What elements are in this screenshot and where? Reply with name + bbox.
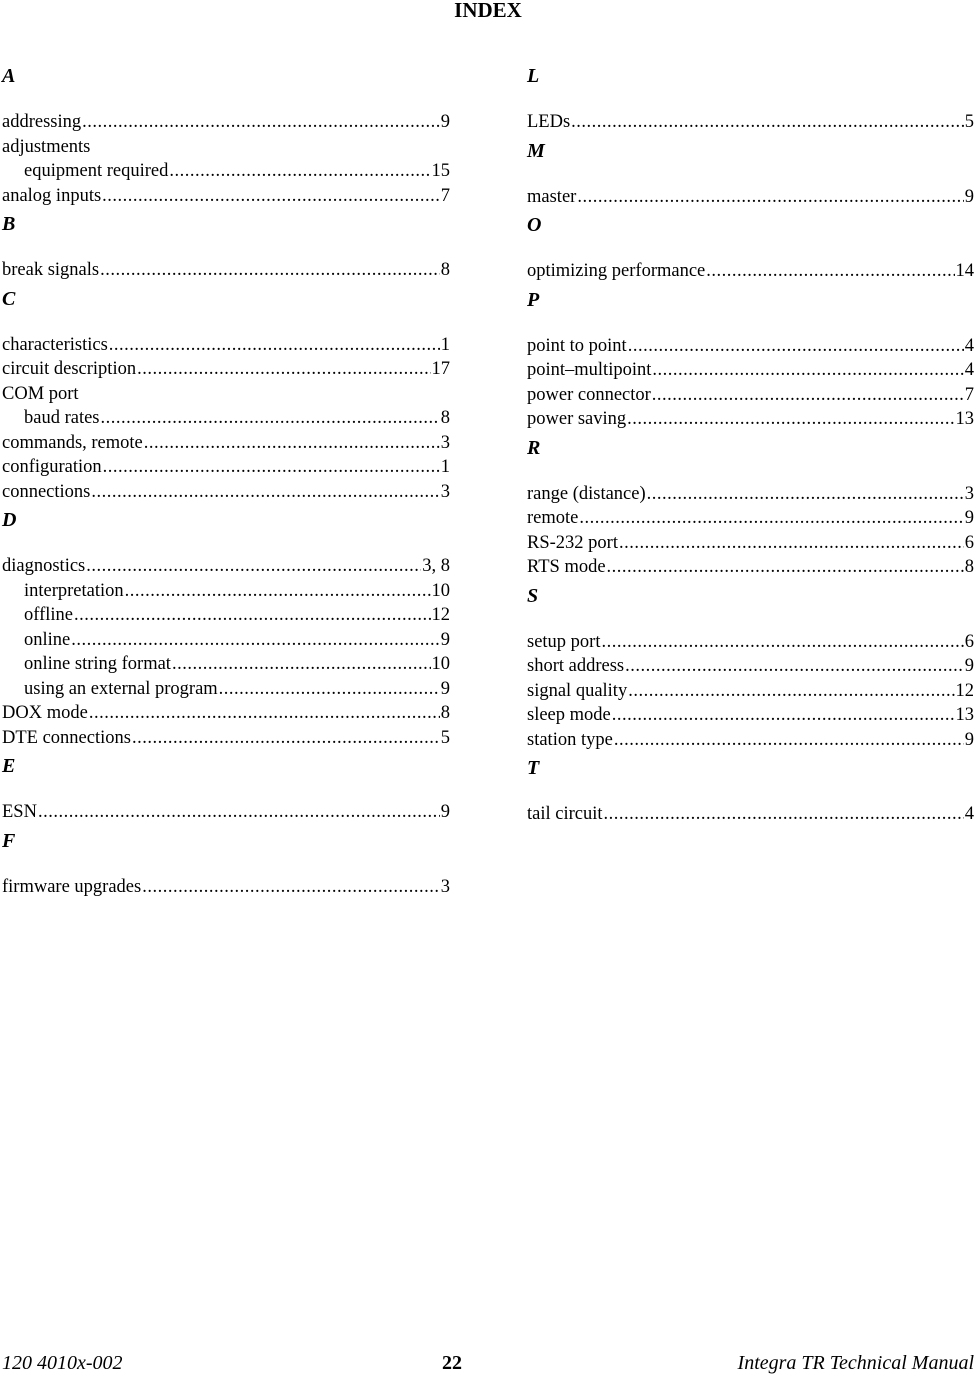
index-entry <box>2 455 450 480</box>
index-section <box>2 212 450 283</box>
entry-page-number: 7 <box>440 185 450 206</box>
index-entry <box>527 383 974 408</box>
entry-term: RS-232 port <box>527 532 618 553</box>
entry-term: addressing <box>2 112 82 132</box>
dot-leader <box>132 726 440 751</box>
footer-doc-number: 120 4010x-002 <box>2 1352 123 1374</box>
index-section <box>2 64 450 208</box>
dot-leader <box>74 603 431 628</box>
entry-page-number: 10 <box>431 580 450 601</box>
index-entry <box>527 110 974 135</box>
index-section <box>527 139 974 210</box>
entry-term: point to point <box>527 335 627 356</box>
dot-leader <box>577 185 963 210</box>
index-entry <box>527 358 974 383</box>
entry-page-number: 3 <box>440 481 450 502</box>
entry-page-number: 9 <box>440 802 450 822</box>
entry-term: power saving <box>527 409 627 429</box>
entry-term: RTS mode <box>527 557 606 577</box>
dot-leader <box>628 679 954 704</box>
entry-term: analog inputs <box>2 185 102 206</box>
dot-leader <box>91 480 439 505</box>
entry-page-number: 4 <box>964 360 974 380</box>
index-entry <box>2 135 450 160</box>
entry-term: signal quality <box>527 680 628 701</box>
entry-page-number: 1 <box>440 457 450 477</box>
entry-page-number: 8 <box>440 408 450 428</box>
index-entry <box>2 357 450 382</box>
section-letter: R <box>527 436 541 459</box>
entry-page-number: 9 <box>964 656 974 676</box>
index-entry <box>527 703 974 728</box>
dot-leader <box>144 431 440 456</box>
index-entry <box>527 259 974 284</box>
index-entry <box>527 728 974 753</box>
dot-leader <box>652 383 964 408</box>
index-entry <box>527 679 974 704</box>
dot-leader <box>571 110 964 135</box>
entry-term: connections <box>2 481 91 502</box>
index-subentry <box>2 652 450 677</box>
index-entry <box>527 654 974 679</box>
entry-term: commands, remote <box>2 432 143 453</box>
index-entry <box>527 407 974 432</box>
index-entry <box>2 184 450 209</box>
index-section <box>2 754 450 825</box>
entry-term: adjustments <box>2 136 91 157</box>
dot-leader <box>82 110 440 135</box>
section-letter: A <box>2 65 16 87</box>
index-entry <box>2 480 450 505</box>
index-subentry <box>2 603 450 628</box>
entry-term: circuit description <box>2 359 137 379</box>
entry-term: diagnostics <box>2 556 86 576</box>
entry-page-number: 8 <box>440 703 450 723</box>
index-entry <box>2 800 450 825</box>
dot-leader <box>100 258 440 283</box>
entry-page-number: 1 <box>440 334 450 355</box>
dot-leader <box>219 677 440 702</box>
index-column-left <box>2 60 450 899</box>
dot-leader <box>579 506 963 531</box>
section-letter: T <box>527 757 540 779</box>
index-entry <box>2 554 450 579</box>
dot-leader <box>628 334 964 359</box>
index-entry <box>527 531 974 556</box>
entry-term: ESN <box>2 802 37 822</box>
index-section <box>527 756 974 827</box>
dot-leader <box>601 630 963 655</box>
index-subentry <box>2 159 450 184</box>
dot-leader <box>38 800 440 825</box>
section-letter: P <box>527 288 540 311</box>
index-entry <box>527 185 974 210</box>
dot-leader <box>614 728 964 753</box>
entry-page-number: 7 <box>964 384 974 405</box>
section-letter: L <box>527 65 540 87</box>
index-entry <box>2 726 450 751</box>
dot-leader <box>604 802 964 827</box>
entry-term: characteristics <box>2 334 108 355</box>
footer-page-number: 22 <box>442 1352 462 1374</box>
dot-leader <box>172 652 431 677</box>
index-section <box>527 436 974 580</box>
entry-page-number: 13 <box>955 409 974 429</box>
entry-page-number: 6 <box>964 532 974 553</box>
entry-term: tail circuit <box>527 804 603 824</box>
index-entry <box>527 482 974 507</box>
entry-page-number: 9 <box>440 629 450 650</box>
dot-leader <box>647 482 964 507</box>
index-entry <box>2 110 450 135</box>
entry-page-number: 3 <box>440 432 450 453</box>
section-letter: B <box>2 213 16 235</box>
entry-term: online string format <box>24 654 171 674</box>
index-section <box>527 288 974 432</box>
entry-page-number: 12 <box>431 605 450 625</box>
dot-leader <box>625 654 964 679</box>
entry-page-number: 15 <box>431 161 450 181</box>
index-entry <box>527 630 974 655</box>
entry-page-number: 9 <box>964 508 974 528</box>
index-section <box>2 829 450 900</box>
entry-page-number: 4 <box>964 804 974 824</box>
index-entry <box>527 334 974 359</box>
page-footer <box>2 1351 974 1375</box>
index-section <box>2 287 450 505</box>
dot-leader <box>86 554 421 579</box>
dot-leader <box>109 333 440 358</box>
entry-page-number: 3, 8 <box>422 556 450 576</box>
entry-term: using an external program <box>24 678 218 699</box>
dot-leader <box>627 407 954 432</box>
index-entry <box>2 333 450 358</box>
entry-term: COM port <box>2 383 79 404</box>
index-entry <box>2 701 450 726</box>
dot-leader <box>101 406 440 431</box>
entry-page-number: 3 <box>964 483 974 504</box>
dot-leader <box>137 357 430 382</box>
entry-term: DTE connections <box>2 727 131 748</box>
entry-term: remote <box>527 508 579 528</box>
entry-term: equipment required <box>24 161 169 181</box>
index-entry <box>2 382 450 407</box>
entry-term: LEDs <box>527 112 571 132</box>
index-entry <box>527 802 974 827</box>
entry-term: short address <box>527 656 625 676</box>
entry-page-number: 10 <box>431 654 450 674</box>
dot-leader <box>102 184 440 209</box>
entry-term: online <box>24 629 71 650</box>
page-title: INDEX <box>454 0 522 22</box>
dot-leader <box>71 628 440 653</box>
entry-term: DOX mode <box>2 703 88 723</box>
index-subentry <box>2 406 450 431</box>
entry-term: optimizing performance <box>527 261 706 281</box>
entry-page-number: 4 <box>964 335 974 356</box>
dot-leader <box>652 358 963 383</box>
section-letter: S <box>527 584 539 607</box>
entry-term: firmware upgrades <box>2 876 142 897</box>
entry-term: configuration <box>2 457 102 477</box>
entry-term: break signals <box>2 260 100 280</box>
entry-page-number: 14 <box>955 261 974 281</box>
entry-page-number: 5 <box>964 112 974 132</box>
entry-page-number: 9 <box>440 678 450 699</box>
entry-page-number: 9 <box>964 729 974 750</box>
index-subentry <box>2 628 450 653</box>
dot-leader <box>706 259 954 284</box>
dot-leader <box>619 531 964 556</box>
index-subentry <box>2 579 450 604</box>
index-section <box>527 213 974 284</box>
footer-manual-title: Integra TR Technical Manual <box>737 1352 974 1374</box>
entry-page-number: 5 <box>440 727 450 748</box>
entry-term: offline <box>24 605 73 625</box>
index-column-right <box>527 60 974 827</box>
entry-page-number: 3 <box>440 876 450 897</box>
entry-term: sleep mode <box>527 705 611 725</box>
section-letter: M <box>527 139 545 162</box>
entry-page-number: 13 <box>955 705 974 725</box>
entry-term: station type <box>527 729 613 750</box>
entry-page-number: 9 <box>440 112 450 132</box>
dot-leader <box>125 579 431 604</box>
index-section <box>527 64 974 135</box>
section-letter: E <box>2 755 16 777</box>
entry-term: master <box>527 186 577 207</box>
entry-page-number: 8 <box>964 557 974 577</box>
entry-term: setup port <box>527 631 601 652</box>
index-entry <box>2 875 450 900</box>
section-letter: C <box>2 287 16 310</box>
index-entry <box>527 555 974 580</box>
entry-term: point–multipoint <box>527 360 652 380</box>
entry-page-number: 6 <box>964 631 974 652</box>
dot-leader <box>142 875 440 900</box>
dot-leader <box>169 159 430 184</box>
index-section <box>2 508 450 750</box>
entry-page-number: 9 <box>964 186 974 207</box>
index-section <box>527 584 974 753</box>
entry-page-number: 8 <box>440 260 450 280</box>
index-entry <box>2 431 450 456</box>
entry-term: range (distance) <box>527 483 646 504</box>
dot-leader <box>612 703 955 728</box>
entry-page-number: 12 <box>955 680 974 701</box>
section-letter: F <box>2 829 16 852</box>
dot-leader <box>103 455 440 480</box>
dot-leader <box>89 701 440 726</box>
section-letter: O <box>527 214 542 236</box>
dot-leader <box>607 555 964 580</box>
index-entry <box>527 506 974 531</box>
entry-term: baud rates <box>24 408 100 428</box>
entry-term: power connector <box>527 384 651 405</box>
index-subentry <box>2 677 450 702</box>
entry-term: interpretation <box>24 580 124 601</box>
index-entry <box>2 258 450 283</box>
entry-page-number: 17 <box>431 359 450 379</box>
section-letter: D <box>2 509 17 531</box>
